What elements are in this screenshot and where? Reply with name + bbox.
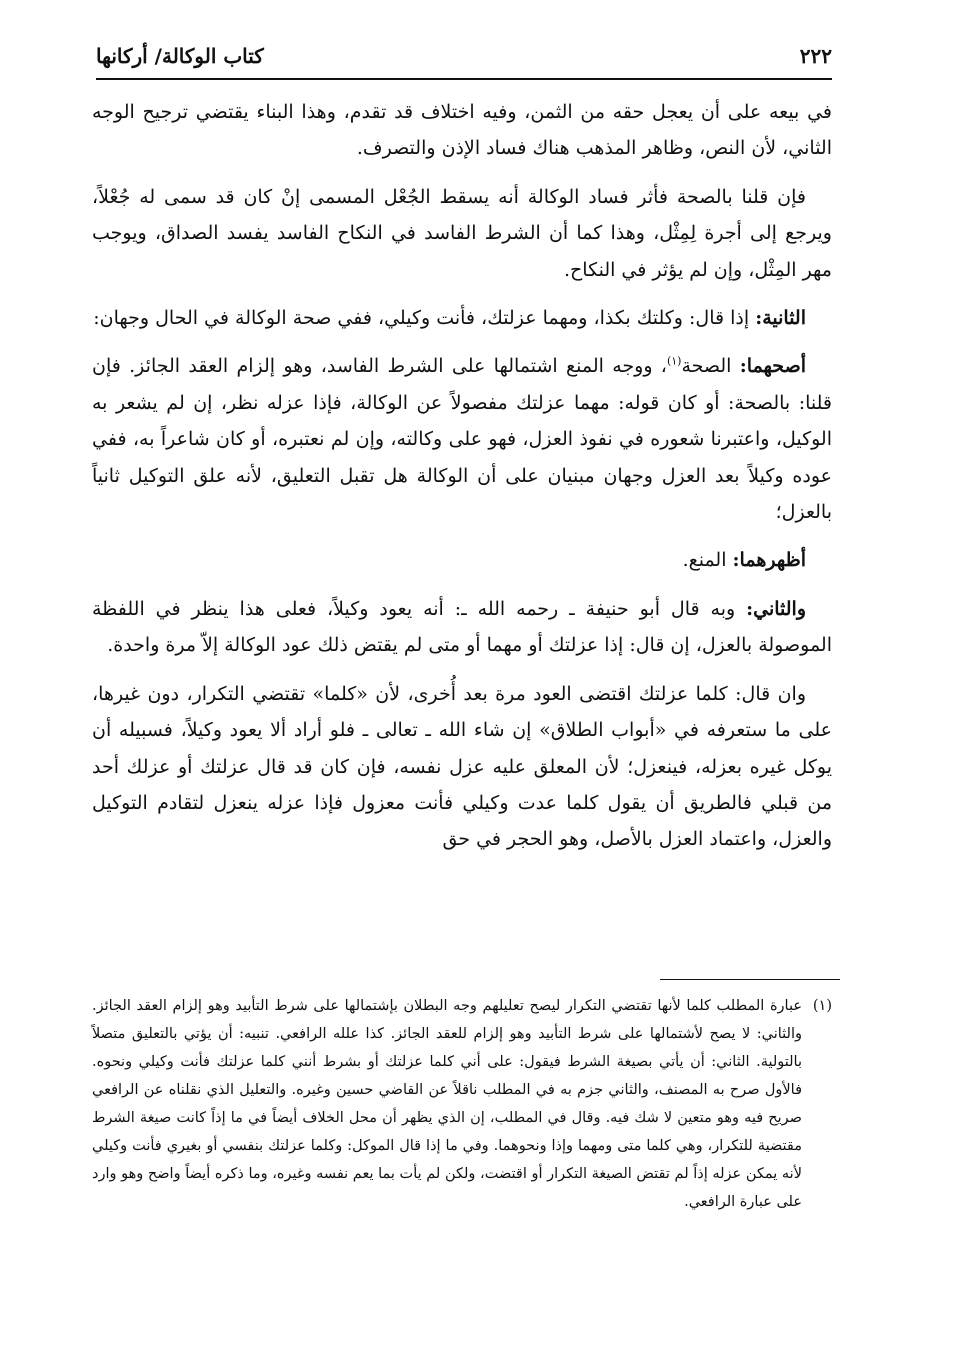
footnote-marker[interactable]: (١) [666,355,682,369]
paragraph: أظهرهما: المنع. [682,549,806,572]
header-rule [96,78,832,80]
footnote-rule [660,979,840,980]
paragraph: فإن قلنا بالصحة فأثر فساد الوكالة أنه يسقط الجُعْل المسمى إنْ كان قد سمى له جُعْلاً، ويرجع إلى أجرة لِمِثْل، وهذا كما أن الشرط الفاسد في النكاح الفاسد يفسد الصداق، ويوجب مهر المِثْل، وإن لم يؤثر في النكاح. [92,185,832,281]
paragraph: في بيعه على أن يعجل حقه من الثمن، وفيه اختلاف قد تقدم، وهذا البناء يقتضي ترجيح الوجه الثاني، لأن النص، وظاهر المذهب هناك فساد الإذن والتصرف. [92,101,832,160]
footnote-number: (١) [812,998,832,1014]
footnote-text: عبارة المطلب كلما لأنها تقتضي التكرار ليصح تعليلهم وجه البطلان بإشتمالها على شرط التأبيد وهو إلزام العقد الجائز. والثاني: لا يصح لأشتمالها على شرط التأبيد وهو إلزام للعقد الجائز. كذا علله الرافعي. تنبيه: أن يؤتي بالتعليق متصلاً بالتولية. الثاني: أن يأتي بصيغة الشرط فيقول: على أني كلما عزلتك أو بشرط أنني كلما عزلتك فأنت وكيلي ونحوه. فالأول صرح به المصنف، والثاني جزم به في المطلب ناقلاً عن القاضي حسين وغيره. والتعليل الذي نقلناه عن الرافعي صريح فيه وهو متعين لا شك فيه. وقال في المطلب، إن الذي يظهر أن محل الخلاف أيضاً في ما إذاً كانت صيغة الشرط مقتضية للتكرار، وهي كلما متى ومهما وإذا ونحوهما. وفي ما إذا قال الموكل: وكلما عزلتك بنفسي أو بغيري فأنت وكيلي لأنه يمكن عزله إذاً لم تقتض الصيغة التكرار أو اقتضت، ولكن لم يأت بما يعم نفسه وغيره، وما ذكره أيضاً واضح وهو وارد على عبارة الرافعي. [92,998,802,1210]
paragraph: والثاني: وبه قال أبو حنيفة ـ رحمه الله ـ: أنه يعود وكيلاً، فعلى هذا ينظر في اللفظة الموصولة بالعزل، إن قال: إذا عزلتك أو مهما أو متى لم يقتض ذلك عود الوكالة إلاّ مرة واحدة. [92,597,832,657]
paragraph: وان قال: كلما عزلتك اقتضى العود مرة بعد أُخرى، لأن «كلما» تقتضي التكرار، دون غيرها، على ما ستعرفه في «أبواب الطلاق» إن شاء الله ـ تعالى ـ فلو أراد ألا يعود وكيلاً، فسبيله أن يوكل غيره بعزله، فينعزل؛ لأن المعلق عليه عزل نفسه، فإن كان قد قال عزلتك أو عزلك أحد من قبلي فالطريق أن يقول كلما عدت وكيلي فأنت معزول فإذا عزله ينعزل لتقادم التوكيل والعزل، واعتماد العزل بالأصل، وهو الحجر في حق [92,682,832,851]
section-keyword: الثانية: [755,307,806,330]
page-number: ٢٢٢ [799,44,832,68]
section-keyword: أصحهما: [739,355,806,378]
footnote [92,992,832,1216]
running-title: كتاب الوكالة/ أركانها [96,44,264,68]
section-keyword: أظهرهما: [732,549,806,572]
section-keyword: والثاني: [746,597,806,620]
paragraph: أصحهما: الصحة$^{(١)}$، ووجه المنع اشتمالها على الشرط الفاسد، وهو إلزام العقد الجائز. فإن قلنا: بالصحة: أو كان قوله: مهما عزلتك مفصولاً عن الوكالة، فإذا عزله نظر، إن لم يشعر به الوكيل، واعتبرنا شعوره في نفوذ العزل، فهو على وكالته، وإن لم نعتبره، أو كان شاعراً به، ففي عوده وكيلاً بعد العزل وجهان مبنيان على أن الوكالة هل تقبل التعليق، لأنه علق التوكيل ثانياً بالعزل؛ [92,355,832,524]
paragraph: الثانية: إذا قال: وكلتك بكذا، ومهما عزلتك، فأنت وكيلي، ففي صحة الوكالة في الحال وجهان: [93,307,806,330]
page-header [96,38,832,74]
main-text [92,94,832,870]
